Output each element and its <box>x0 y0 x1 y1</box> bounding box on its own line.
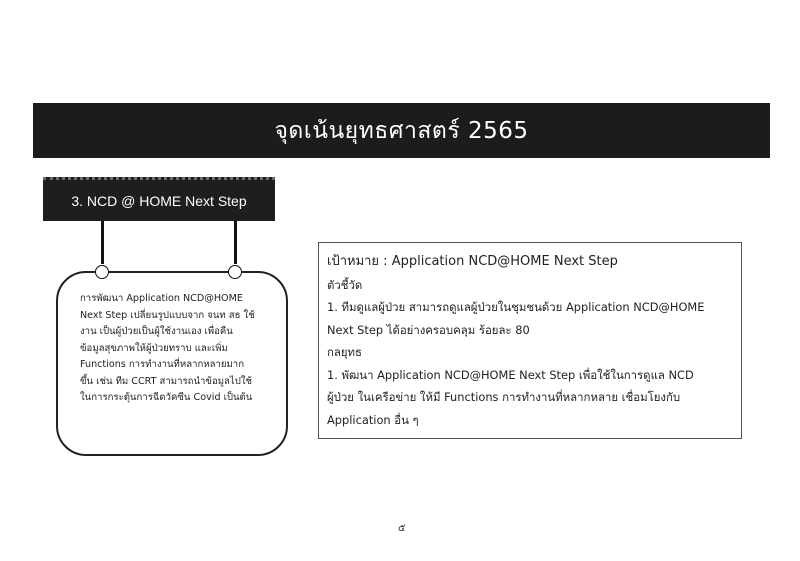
connector-line-left <box>101 221 104 264</box>
strategy-heading: กลยุทธ <box>327 345 363 359</box>
indicator-heading: ตัวชี้วัด <box>327 277 363 292</box>
page-title-bar <box>33 103 770 158</box>
page-title: จุดเน้นยุทธศาสตร์ 2565 <box>274 117 529 144</box>
strategy-text: Application อื่น ๆ <box>327 412 419 427</box>
strategy-text: ผู้ป่วย ในเครือข่าย ให้มี Functions การทำงานที่หลากหลาย เชื่อมโยงกับ <box>327 390 681 404</box>
description-line: Next Step เปลี่ยนรูปแบบจาก จนท สธ ใช้ <box>80 309 255 321</box>
description-line: Functions การทำงานที่หลากหลายมาก <box>80 359 244 370</box>
connector-line-right <box>234 221 237 264</box>
goal-info-box <box>318 242 742 439</box>
description-line: การพัฒนา Application NCD@HOME <box>80 293 243 304</box>
section-label-text: 3. NCD @ HOME Next Step <box>71 192 247 209</box>
connector-dot-left <box>95 265 109 279</box>
section-label <box>43 177 275 221</box>
goal-text: เป้าหมาย : Application NCD@HOME Next Step <box>327 254 618 269</box>
description-line: งาน เป็นผู้ป่วยเป็นผู้ใช้งานเอง เพื่อคืน <box>80 326 233 337</box>
description-box <box>56 271 288 456</box>
description-line: ข้อมูลสุขภาพให้ผู้ป่วยทราบ และเพิ่ม <box>80 342 228 354</box>
description-line: ในการกระตุ้นการฉีดวัคซีน Covid เป็นต้น <box>80 392 253 403</box>
strategy-text: 1. พัฒนา Application NCD@HOME Next Step เพื่อใช้ในการดูแล NCD <box>327 367 694 382</box>
page-number: ๕ <box>398 523 406 534</box>
indicator-text: Next Step ได้อย่างครอบคลุม ร้อยละ 80 <box>327 322 530 337</box>
description-line: ขึ้น เช่น ทีม CCRT สามารถนำข้อมูลไปใช้ <box>80 375 253 387</box>
connector-dot-right <box>228 265 242 279</box>
indicator-text: 1. ทีมดูแลผู้ป่วย สามารถดูแลผู้ป่วยในชุมชนด้วย Application NCD@HOME <box>327 300 705 314</box>
